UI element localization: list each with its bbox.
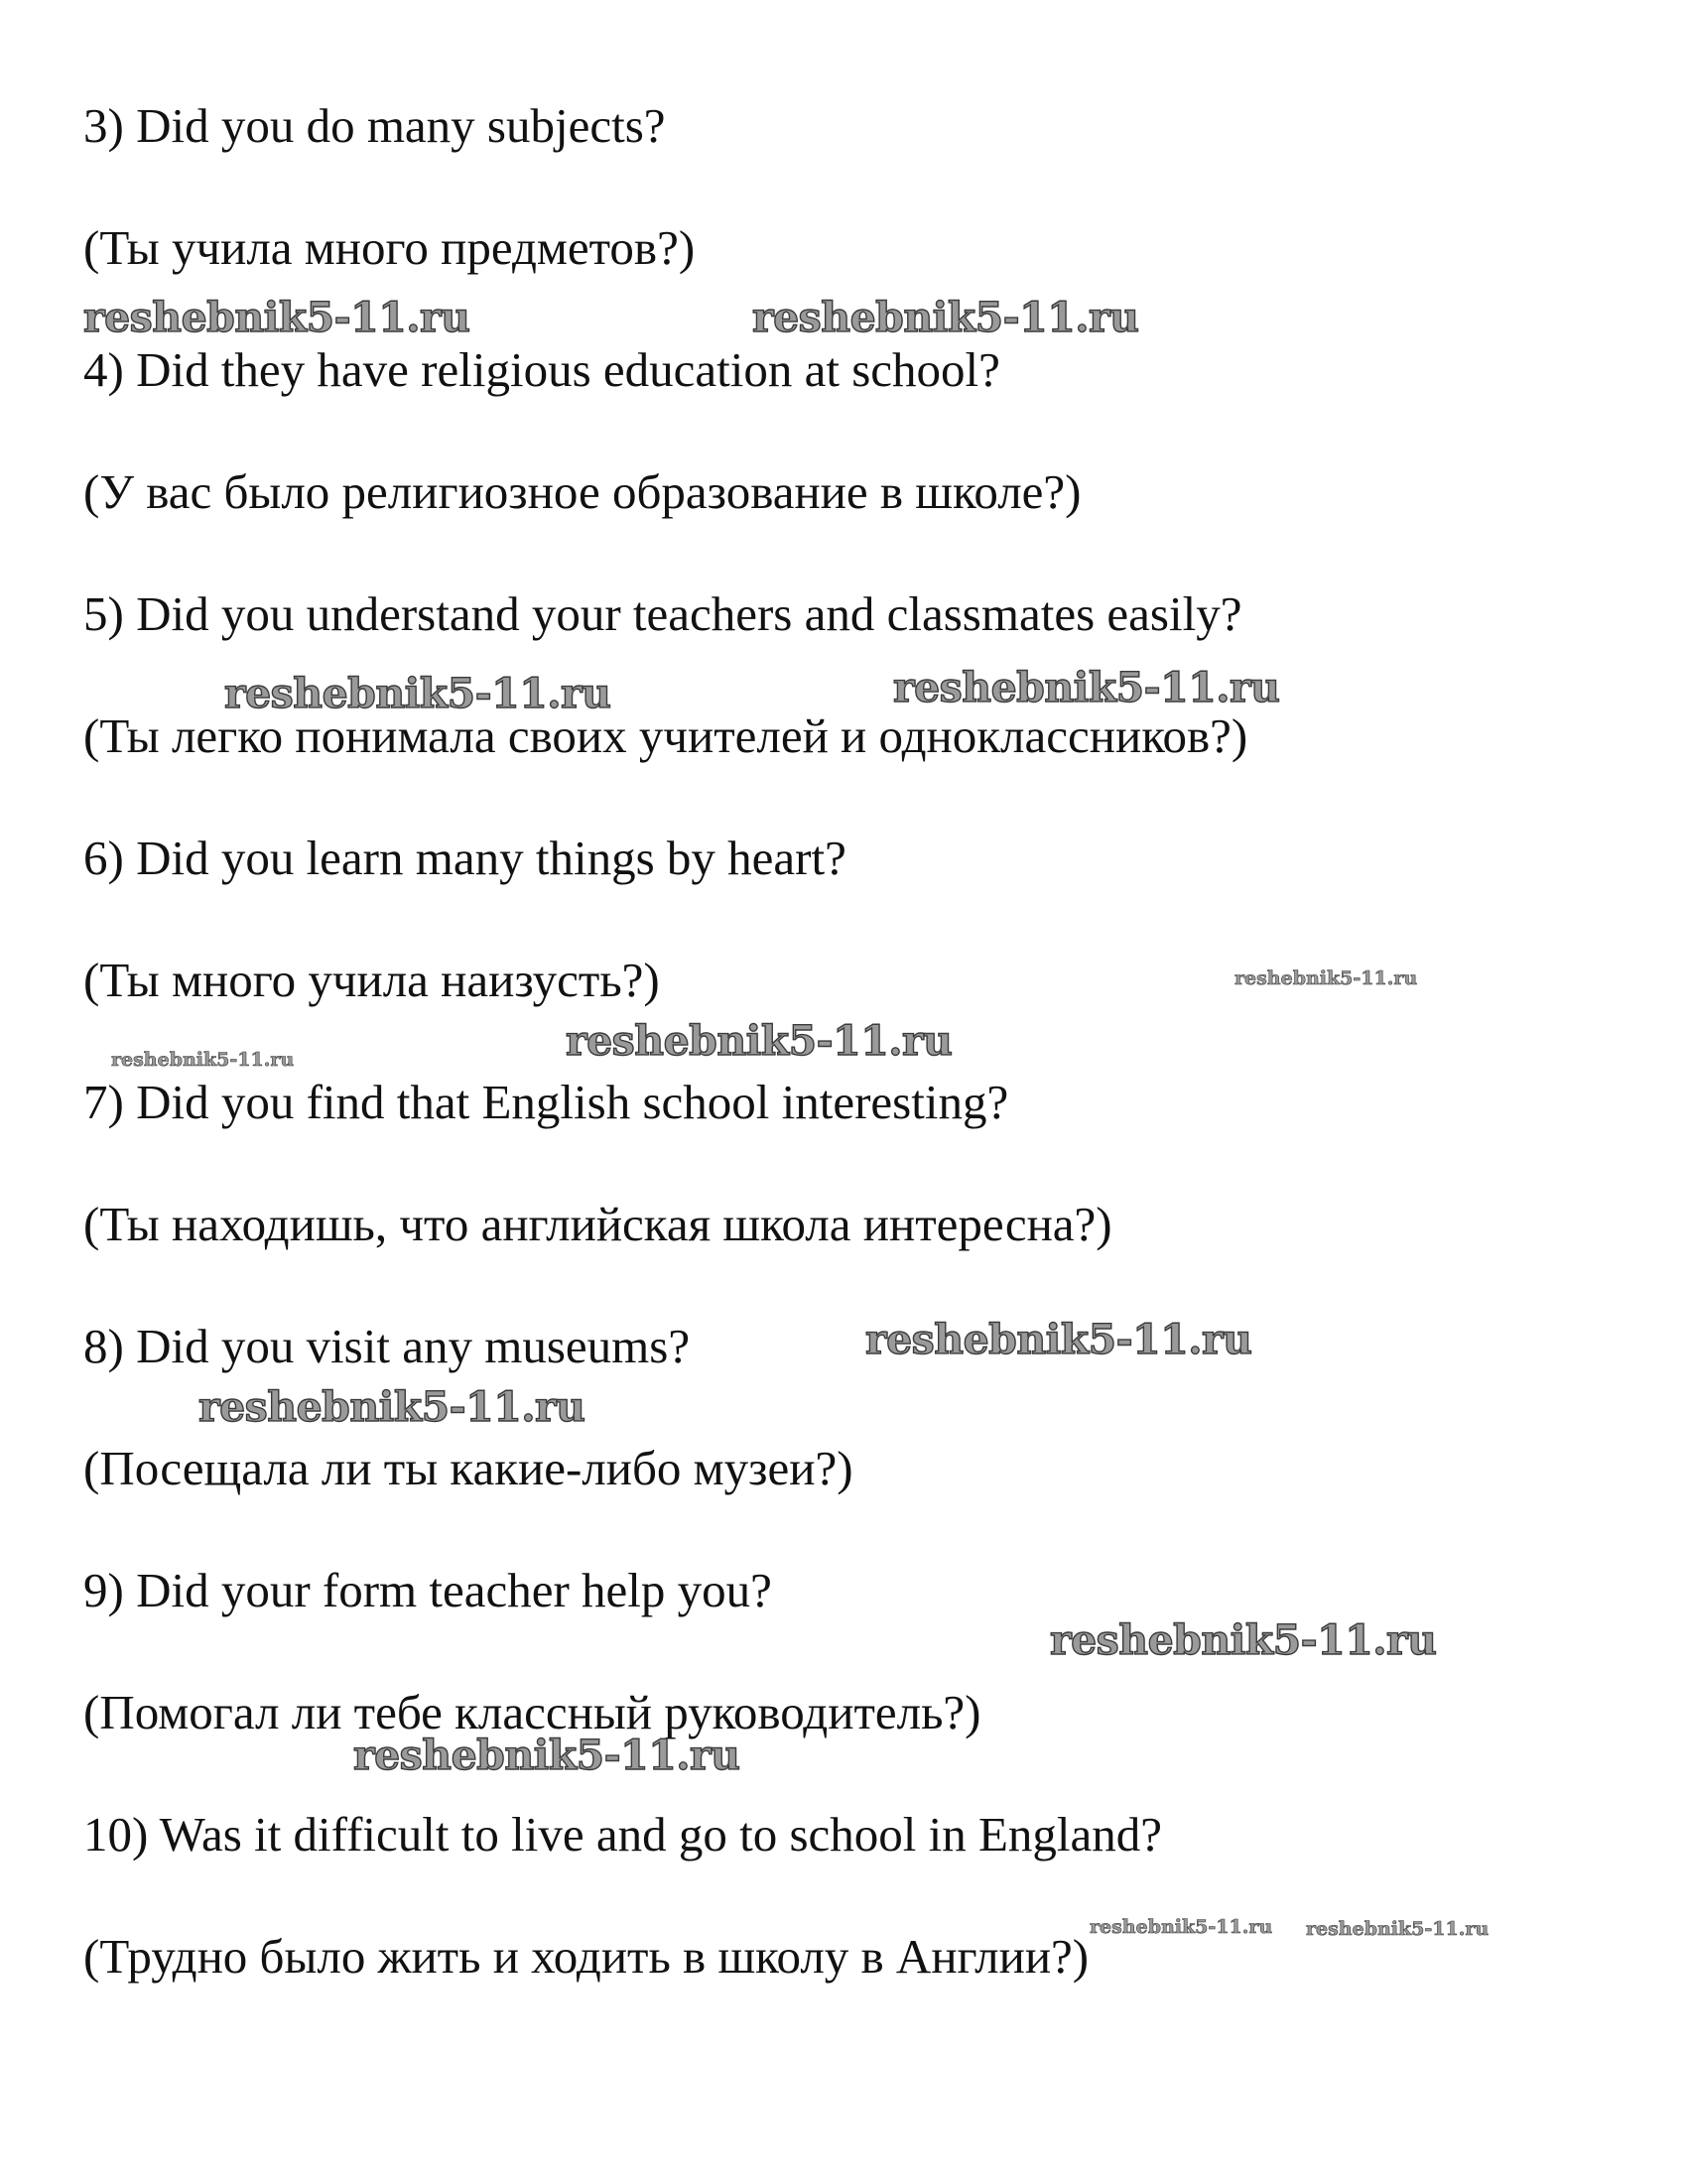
translation-7: (Ты находишь, что английская школа интересна?) <box>83 1197 1112 1251</box>
translation-6: (Ты много учила наизусть?) <box>83 953 660 1007</box>
watermark: reshebnik5-11.ru <box>83 294 470 341</box>
question-10: 10) Was it difficult to live and go to school in England? <box>83 1807 1163 1862</box>
watermark: reshebnik5-11.ru <box>566 1017 953 1065</box>
watermark: reshebnik5-11.ru <box>1306 1918 1490 1940</box>
question-4: 4) Did they have religious education at school? <box>83 342 1000 397</box>
question-9: 9) Did your form teacher help you? <box>83 1563 772 1617</box>
watermark: reshebnik5-11.ru <box>224 670 611 717</box>
question-6: 6) Did you learn many things by heart? <box>83 831 846 885</box>
watermark: reshebnik5-11.ru <box>752 294 1139 341</box>
watermark: reshebnik5-11.ru <box>893 664 1280 711</box>
watermark: reshebnik5-11.ru <box>111 1049 295 1071</box>
watermark: reshebnik5-11.ru <box>198 1383 585 1431</box>
watermark: reshebnik5-11.ru <box>1050 1616 1437 1664</box>
question-5: 5) Did you understand your teachers and classmates easily? <box>83 586 1242 641</box>
translation-4: (У вас было религиозное образование в школе?) <box>83 464 1082 519</box>
translation-3: (Ты учила много предметов?) <box>83 220 696 275</box>
watermark: reshebnik5-11.ru <box>1234 967 1418 989</box>
translation-9: (Помогал ли тебе классный руководитель?) <box>83 1685 981 1739</box>
watermark: reshebnik5-11.ru <box>865 1316 1252 1363</box>
question-8: 8) Did you visit any museums? <box>83 1319 691 1373</box>
translation-8: (Посещала ли ты какие-либо музеи?) <box>83 1441 853 1495</box>
question-3: 3) Did you do many subjects? <box>83 98 666 153</box>
watermark: reshebnik5-11.ru <box>353 1732 740 1779</box>
translation-10: (Трудно было жить и ходить в школу в Англии?) <box>83 1929 1090 1984</box>
translation-5: (Ты легко понимала своих учителей и одноклассников?) <box>83 708 1248 763</box>
watermark: reshebnik5-11.ru <box>1090 1916 1273 1938</box>
question-7: 7) Did you find that English school interesting? <box>83 1075 1009 1129</box>
